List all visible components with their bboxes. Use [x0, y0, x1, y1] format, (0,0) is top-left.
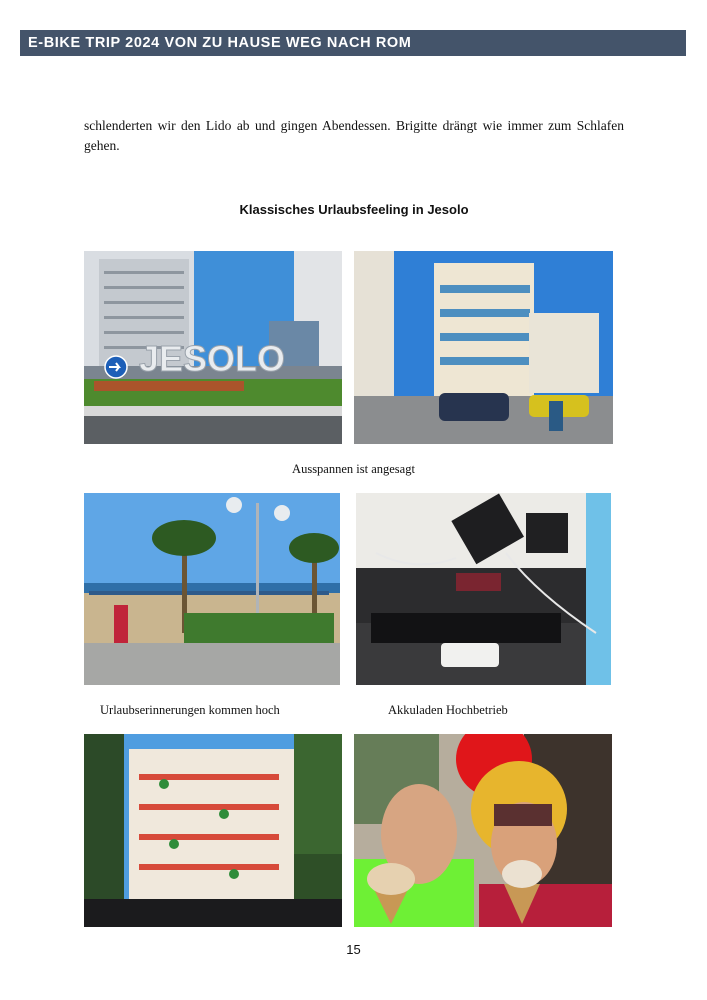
section-heading: Klassisches Urlaubsfeeling in Jesolo: [239, 202, 469, 217]
photo-ice-cream-selfie: [354, 734, 612, 927]
header-title: E-BIKE TRIP 2024 VON ZU HAUSE WEG NACH ROM: [28, 35, 412, 51]
photo-battery-charging: [356, 493, 611, 685]
jesolo-sign-text: JESOLO: [139, 338, 286, 379]
photo-hotel-street: [354, 251, 613, 444]
photo-beach-palms: [84, 493, 340, 685]
body-paragraph: schlenderten wir den Lido ab und gingen Abendessen. Brigitte drängt wie immer zum Schlafen gehen.: [84, 118, 624, 153]
caption-row1: Ausspannen ist angesagt: [292, 462, 415, 476]
photo-decorated-hotel: [84, 734, 342, 927]
caption-row2-left: Urlaubserinnerungen kommen hoch: [100, 703, 280, 717]
document-header: [20, 30, 686, 56]
photo-jesolo-sign: [84, 251, 342, 444]
caption-row2-right: Akkuladen Hochbetrieb: [388, 703, 508, 717]
page-number: 15: [346, 942, 361, 957]
